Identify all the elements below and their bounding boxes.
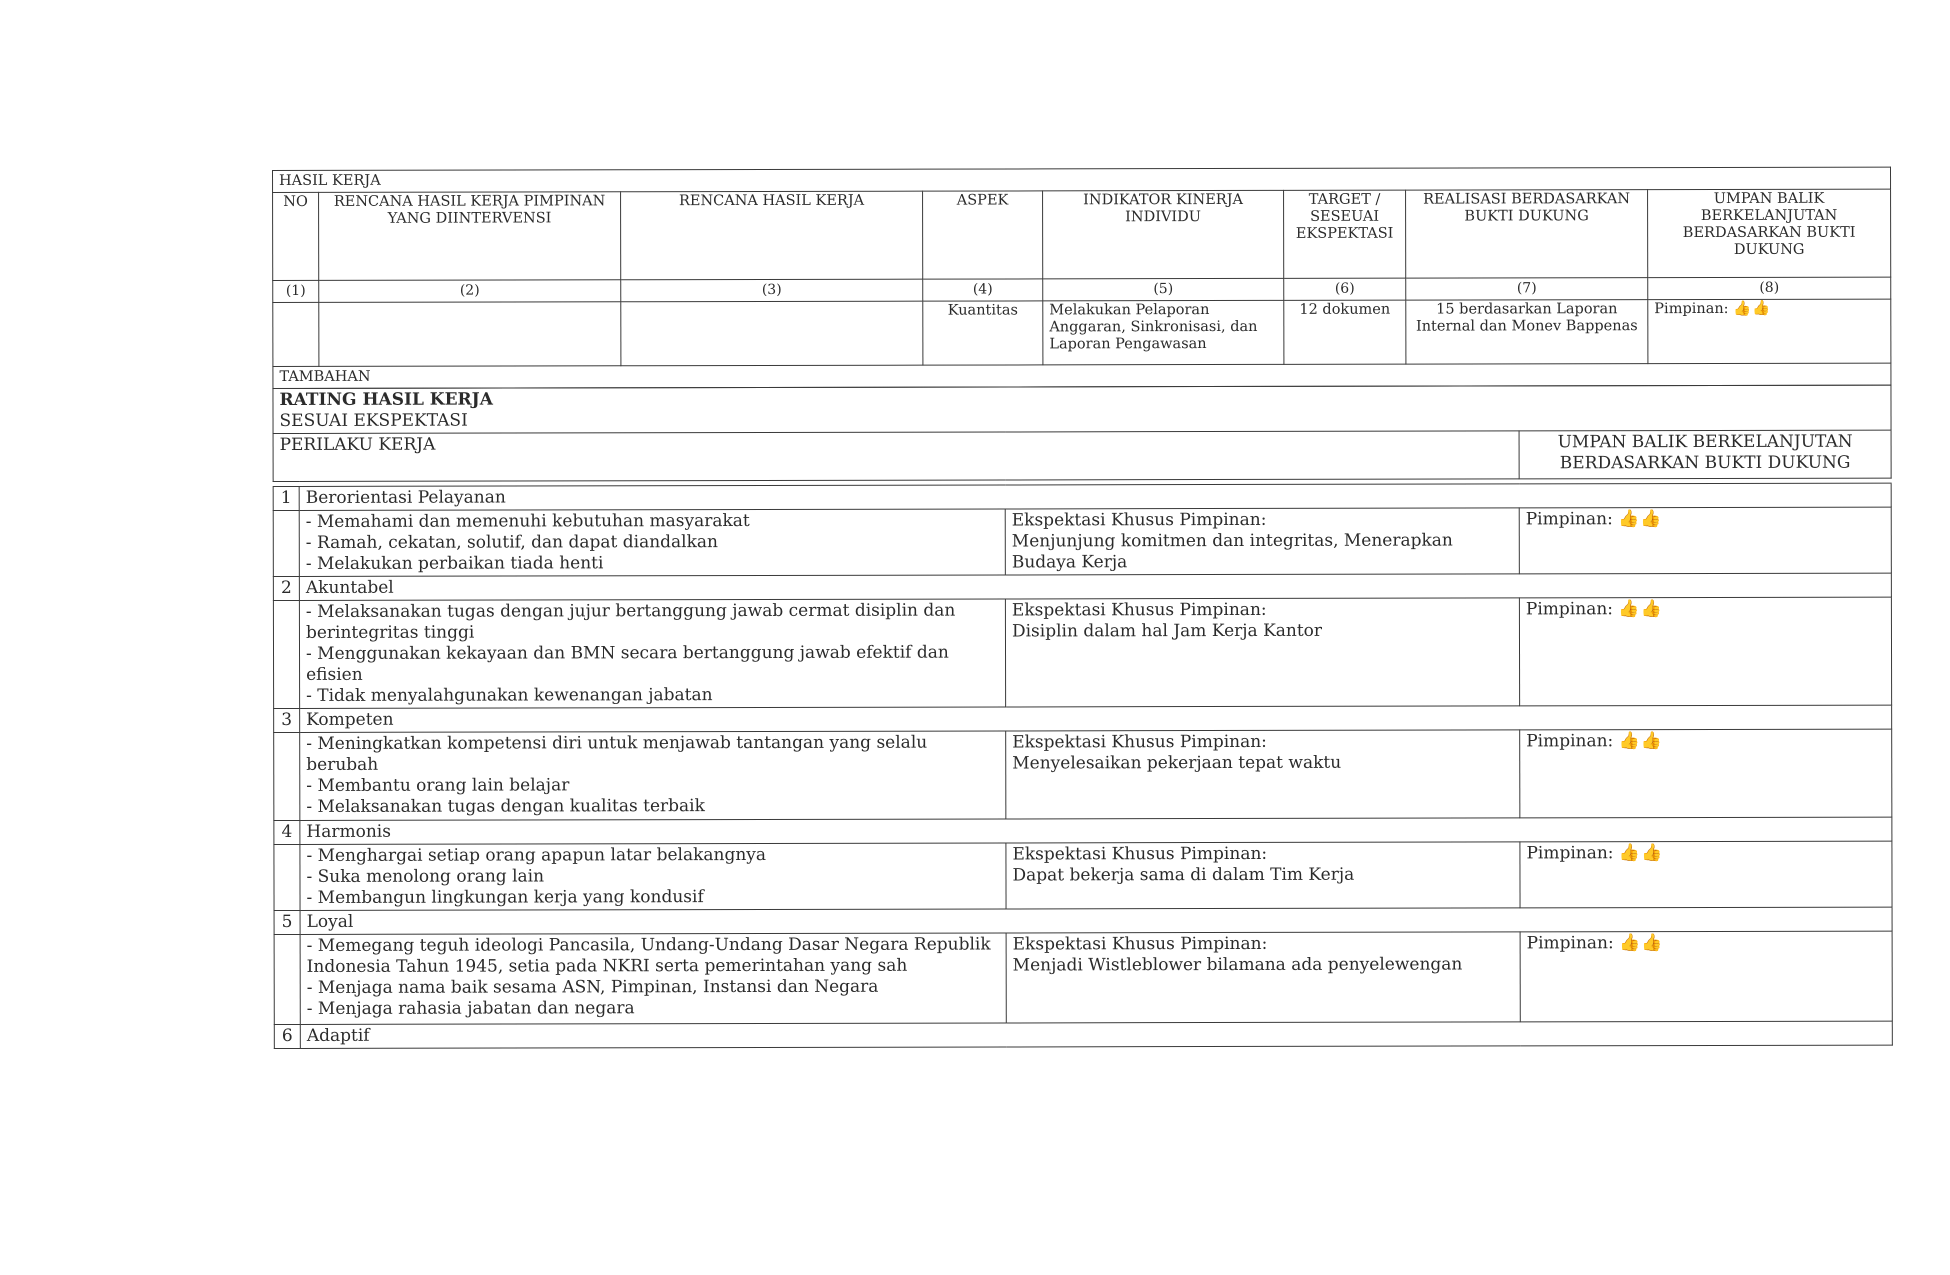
cell-target: 12 dokumen xyxy=(1284,300,1406,364)
col-number: (4) xyxy=(923,279,1043,301)
feedback-cell xyxy=(1520,931,1892,1022)
hasil-kerja-row xyxy=(273,299,1891,366)
thumbs-up-icon: 👍👍 xyxy=(1618,599,1663,620)
ekspektasi-text: Menyelesaikan pekerjaan tepat waktu xyxy=(1012,752,1342,774)
perilaku-title-row xyxy=(273,483,1891,510)
behavior-line: - Menjaga rahasia jabatan dan negara xyxy=(306,998,635,1019)
ekspektasi-label: Ekspektasi Khusus Pimpinan: xyxy=(1011,599,1267,621)
ekspektasi-cell xyxy=(1005,508,1519,575)
col-number: (6) xyxy=(1284,278,1406,300)
item-title: Kompeten xyxy=(300,705,1892,732)
feedback-cell xyxy=(1520,729,1892,818)
perilaku-title-row xyxy=(274,907,1892,934)
feedback-cell xyxy=(1520,841,1892,908)
performance-form xyxy=(272,167,1892,1049)
col-header-target: TARGET / SESEUAI EKSPEKTASI xyxy=(1284,190,1406,278)
cell-indikator: Melakukan Pelaporan Anggaran, Sinkronisasi, dan Laporan Pengawasan xyxy=(1043,300,1284,365)
col-number: (1) xyxy=(273,280,319,302)
behavior-line: - Melakukan perbaikan tiada henti xyxy=(305,553,604,574)
thumbs-up-icon: 👍👍 xyxy=(1618,843,1664,864)
thumbs-up-icon: 👍👍 xyxy=(1618,509,1663,530)
perilaku-title-row xyxy=(274,705,1892,732)
behavior-line: - Membantu orang lain belajar xyxy=(306,775,570,796)
perilaku-detail-row xyxy=(274,729,1892,820)
behavior-line: - Membangun lingkungan kerja yang kondusif xyxy=(306,887,704,908)
perilaku-title-row xyxy=(274,1021,1892,1048)
behavior-line: - Suka menolong orang lain xyxy=(306,866,545,887)
item-number: 5 xyxy=(274,910,300,934)
ekspektasi-cell xyxy=(1006,730,1520,819)
behavior-line: - Menghargai setiap orang apapun latar belakangnya xyxy=(306,844,767,866)
behavior-line: - Menggunakan kekayaan dan BMN secara bertanggung jawab efektif dan efisien xyxy=(305,642,949,685)
item-number: 1 xyxy=(273,486,299,510)
feedback-cell xyxy=(1519,597,1891,706)
behavior-list xyxy=(300,731,1006,820)
behavior-list xyxy=(300,843,1006,910)
ekspektasi-label: Ekspektasi Khusus Pimpinan: xyxy=(1012,843,1268,865)
cell-realisasi: 15 berdasarkan Laporan Internal dan Monev Bappenas xyxy=(1406,300,1648,365)
feedback-label: Pimpinan: xyxy=(1525,509,1613,530)
item-title: Harmonis xyxy=(300,817,1892,844)
rating-block xyxy=(273,385,1891,433)
behavior-line: - Ramah, cekatan, solutif, dan dapat diandalkan xyxy=(305,532,719,553)
behavior-line: - Tidak menyalahgunakan kewenangan jabatan xyxy=(306,685,713,706)
behavior-line: - Meningkatkan kompetensi diri untuk menjawab tantangan yang selalu berubah xyxy=(306,732,928,775)
behavior-line: - Memahami dan memenuhi kebutuhan masyarakat xyxy=(305,511,750,532)
col-number: (8) xyxy=(1648,277,1891,300)
behavior-line: - Melaksanakan tugas dengan jujur bertanggung jawab cermat disiplin dan berintegritas tinggi xyxy=(305,600,956,643)
rating-title: RATING HASIL KERJA xyxy=(279,389,493,410)
ekspektasi-cell xyxy=(1006,932,1520,1023)
col-number: (2) xyxy=(319,280,621,303)
col-header-indikator: INDIKATOR KINERJA INDIVIDU xyxy=(1043,190,1284,279)
item-number: 6 xyxy=(274,1024,300,1048)
feedback-label: Pimpinan: xyxy=(1525,599,1614,620)
section-hasil-kerja: HASIL KERJA xyxy=(273,167,1891,192)
feedback-label: Pimpinan: xyxy=(1654,300,1729,318)
perilaku-detail-row xyxy=(274,931,1892,1024)
item-title: Akuntabel xyxy=(299,573,1891,600)
ekspektasi-text: Dapat bekerja sama di dalam Tim Kerja xyxy=(1012,864,1355,886)
item-title: Adaptif xyxy=(300,1021,1892,1048)
cell-aspek: Kuantitas xyxy=(923,301,1043,365)
col-header-aspek: ASPEK xyxy=(923,191,1043,279)
behavior-list xyxy=(300,933,1006,1024)
rating-value: SESUAI EKSPEKTASI xyxy=(279,410,468,431)
cell-umpan-balik xyxy=(1648,299,1891,364)
empty-cell xyxy=(273,510,299,576)
ekspektasi-cell xyxy=(1006,842,1520,909)
thumbs-up-icon: 👍👍 xyxy=(1619,933,1664,954)
cell-no xyxy=(273,302,319,366)
item-title: Loyal xyxy=(300,907,1892,934)
feedback-cell xyxy=(1519,507,1891,574)
perilaku-detail-row xyxy=(273,507,1891,576)
thumbs-up-icon: 👍👍 xyxy=(1733,300,1772,317)
perilaku-title-row xyxy=(273,573,1891,600)
col-header-rencana-pimpinan: RENCANA HASIL KERJA PIMPINAN YANG DIINTERVENSI xyxy=(319,192,621,281)
feedback-label: Pimpinan: xyxy=(1526,933,1614,954)
cell-rencana-pimpinan xyxy=(319,302,621,367)
behavior-list xyxy=(299,509,1005,576)
hasil-kerja-table xyxy=(272,167,1891,389)
feedback-label: Pimpinan: xyxy=(1526,731,1614,752)
col-number: (5) xyxy=(1043,278,1284,301)
col-header-umpan-balik: UMPAN BALIK BERKELANJUTAN BERDASARKAN BUKTI DUKUNG xyxy=(1648,189,1891,278)
perilaku-detail-row xyxy=(273,597,1891,708)
empty-cell xyxy=(274,732,300,820)
ekspektasi-label: Ekspektasi Khusus Pimpinan: xyxy=(1012,933,1268,955)
thumbs-up-icon: 👍👍 xyxy=(1618,731,1664,752)
item-number: 2 xyxy=(273,576,299,600)
col-number: (7) xyxy=(1406,278,1648,301)
col-header-no: NO xyxy=(273,192,319,280)
ekspektasi-cell xyxy=(1005,598,1519,707)
ekspektasi-text: Menjunjung komitmen dan integritas, Menerapkan Budaya Kerja xyxy=(1011,530,1453,573)
behavior-list xyxy=(299,599,1005,708)
ekspektasi-text: Menjadi Wistleblower bilamana ada penyelewengan xyxy=(1012,954,1463,976)
behavior-line: - Memegang teguh ideologi Pancasila, Undang-Undang Dasar Negara Republik Indonesia Tahun 1945, setia pada NKRI serta pemerintahan yang sah xyxy=(306,934,991,977)
empty-cell xyxy=(274,844,300,910)
empty-cell xyxy=(273,600,299,708)
perilaku-feedback-header: UMPAN BALIK BERKELANJUTAN BERDASARKAN BUKTI DUKUNG xyxy=(1519,430,1891,479)
cell-rencana xyxy=(621,301,923,366)
section-tambahan: TAMBAHAN xyxy=(273,363,1891,388)
ekspektasi-label: Ekspektasi Khusus Pimpinan: xyxy=(1011,509,1267,531)
behavior-line: - Melaksanakan tugas dengan kualitas terbaik xyxy=(306,796,705,817)
item-number: 4 xyxy=(274,820,300,844)
ekspektasi-label: Ekspektasi Khusus Pimpinan: xyxy=(1012,731,1267,753)
feedback-label: Pimpinan: xyxy=(1526,843,1614,864)
perilaku-header: PERILAKU KERJA xyxy=(273,431,1519,482)
behavior-line: - Menjaga nama baik sesama ASN, Pimpinan, Instansi dan Negara xyxy=(306,976,879,998)
ekspektasi-text: Disiplin dalam hal Jam Kerja Kantor xyxy=(1011,620,1323,642)
perilaku-detail-row xyxy=(274,841,1892,910)
col-header-realisasi: REALISASI BERDASARKAN BUKTI DUKUNG xyxy=(1406,190,1648,279)
col-header-rencana: RENCANA HASIL KERJA xyxy=(621,191,923,280)
perilaku-title-row xyxy=(274,817,1892,844)
perilaku-kerja-table xyxy=(272,385,1892,1049)
item-title: Berorientasi Pelayanan xyxy=(299,483,1891,510)
item-number: 3 xyxy=(274,708,300,732)
col-number: (3) xyxy=(621,279,923,302)
empty-cell xyxy=(274,934,300,1024)
